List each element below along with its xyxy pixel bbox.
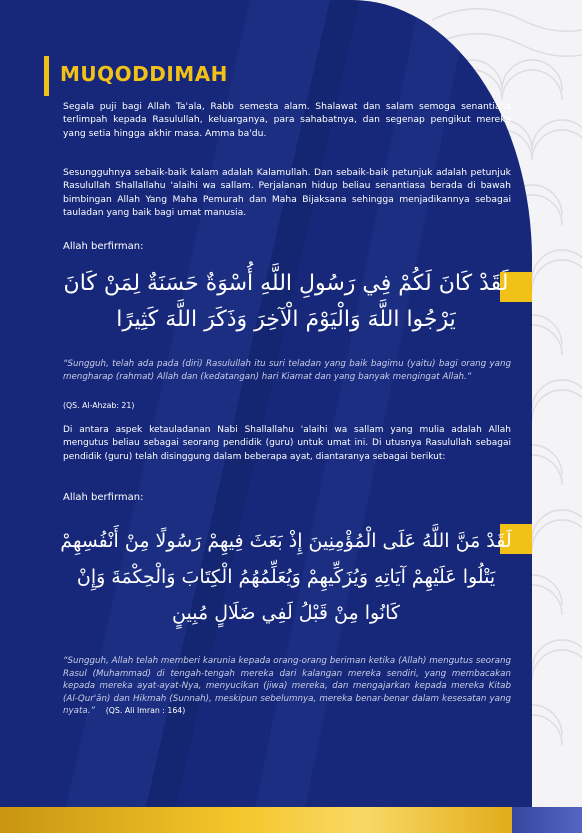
intro-paragraph-1: Segala puji bagi Allah Ta'ala, Rabb semesta alam. Shalawat dan salam semoga senantiasa terlimpah kepada Rasulullah, keluarganya, para sahabatnya, dan segenap pengikut mereka yang setia hingga akhir masa. Amma ba'du. <box>63 101 511 139</box>
verse-2-arabic: لَقَدْ مَنَّ اللَّهُ عَلَى الْمُؤْمِنِينَ إِذْ بَعَثَ فِيهِمْ رَسُولًا مِنْ أَنْفُسِهِمْ يَتْلُوا عَلَيْهِمْ آيَاتِهِ وَيُزَكِّيهِمْ وَيُعَلِّمُهُمُ الْكِتَابَ وَالْحِكْمَةَ وَإِنْ كَانُوا مِنْ قَبْلُ لَفِي ضَلَالٍ مُبِينٍ <box>60 530 512 624</box>
middle-paragraph: Di antara aspek ketauladanan Nabi Shallallahu 'alaihi wa sallam yang mulia adalah Allah mengutus beliau sebagai seorang pendidik (guru) untuk umat ini. Di utusnya Rasulullah sebagai pendidik (guru) telah disinggung dalam beberapa ayat, diantaranya sebagai berikut: <box>63 425 511 462</box>
verse-1-arabic: لَقَدْ كَانَ لَكُمْ فِي رَسُولِ اللَّهِ أُسْوَةٌ حَسَنَةٌ لِمَنْ كَانَ يَرْجُوا اللَّهَ وَالْيَوْمَ الْآخِرَ وَذَكَرَ اللَّهَ كَثِيرًا <box>63 271 509 332</box>
verse-1-lead: Allah berfirman: <box>63 241 144 252</box>
verse-1-translation-text: “Sungguh, telah ada pada (diri) Rasulullah itu suri teladan yang baik bagimu (yaitu) bagi orang yang mengharap (rahmat) Allah dan (kedatangan) hari Kiamat dan yang banyak mengingat Allah.” <box>63 359 511 382</box>
verse-2-lead: Allah berfirman: <box>63 492 144 503</box>
intro-paragraph-2: Sesungguhnya sebaik-baik kalam adalah Kalamullah. Dan sebaik-baik petunjuk adalah petunjuk Rasulullah Shallallahu 'alaihi wa sallam. Perjalanan hidup beliau senantiasa berada di bawah bimbingan Allah Yang Maha Pemurah dan Maha Bijaksana sehingga menjadikannya sebagai tauladan yang baik bagi umat manusia. <box>63 167 511 218</box>
verse-1-translation <box>63 358 511 383</box>
verse-2-translation <box>63 655 511 718</box>
verse-2-citation: (QS. Ali Imran : 164) <box>105 706 186 716</box>
verse-1-citation: (QS. Al-Ahzab: 21) <box>63 401 135 410</box>
page-title: MUQODDIMAH <box>60 62 228 86</box>
title-accent-bar <box>44 56 49 96</box>
verse-2-translation-text: “Sungguh, Allah telah memberi karunia kepada orang-orang beriman ketika (Allah) mengutus seorang Rasul (Muhammad) di tengah-tengah mereka dari kalangan mereka sendiri, yang membacakan kepada mereka ayat-ayat-Nya, menyucikan (jiwa) mereka, dan mengajarkan kepada mereka Kitab (Al-Qur'ān) dan Hikmah (Sunnah), meskipun sebelumnya, mereka benar-benar dalam kesesatan yang nyata.” <box>63 656 511 717</box>
